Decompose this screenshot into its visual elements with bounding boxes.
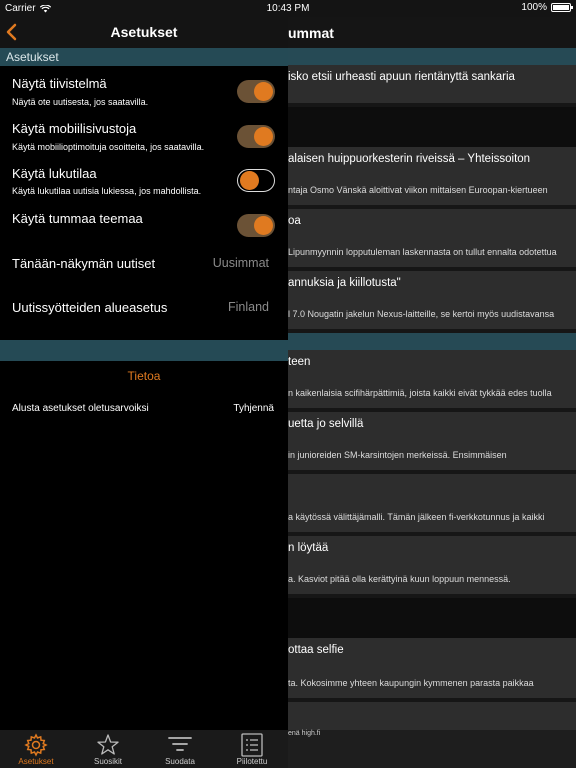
region-label: Uutissyötteiden alueasetus <box>12 300 168 315</box>
news-headline: alaisen huippuorkesterin riveissä – Yhteissoiton <box>288 153 531 165</box>
setting-row-dark-theme <box>0 205 288 245</box>
news-article[interactable] <box>288 474 576 532</box>
section-header-label: Asetukset <box>6 50 59 64</box>
tab-label: Piilotettu <box>236 757 268 766</box>
news-headline: annuksia ja kiillotusta" <box>288 277 401 289</box>
setting-label: Käytä tummaa teemaa <box>12 211 143 226</box>
news-snippet: ntaja Osmo Vänskä aloittivat viikon mittaisen Euroopan-kiertueen <box>288 185 548 195</box>
news-spacer <box>288 107 576 147</box>
info-section-title: Tietoa <box>127 369 161 383</box>
status-time: 10:43 PM <box>266 3 310 14</box>
news-headline: uetta jo selvillä <box>288 418 364 430</box>
tab-label: Suosikit <box>93 757 122 766</box>
nav-bar <box>0 17 288 48</box>
news-article[interactable] <box>288 350 576 408</box>
setting-row-summary <box>0 70 288 114</box>
setting-description: Käytä lukutilaa uutisia lukiessa, jos mahdollista. <box>12 186 202 196</box>
region-row[interactable] <box>0 292 288 328</box>
news-snippet: l 7.0 Nougatin jakelun Nexus-laitteille, se kertoi myös uudistavansa <box>288 309 555 319</box>
news-snippet: n kaikenlaisia scifihärpättimiä, joista kaikki eivät tykkää edes tuolla <box>288 388 552 398</box>
news-snippet: Lipunmyynnin lopputuleman laskennasta on tullut ennalta odotettua <box>288 247 557 257</box>
news-category-header <box>288 333 576 350</box>
battery-percent: 100% <box>521 2 547 13</box>
setting-label: Käytä lukutilaa <box>12 166 97 181</box>
reader-mode-toggle[interactable] <box>237 169 275 192</box>
setting-label: Näytä tiivistelmä <box>12 76 107 91</box>
tab-label: Suodata <box>165 757 195 766</box>
tab-bar <box>0 730 288 768</box>
mobile-sites-toggle[interactable] <box>237 125 275 148</box>
news-snippet: a. Kasviot pitää olla kerättyinä kuun loppuun mennessä. <box>288 574 511 584</box>
today-news-row[interactable] <box>0 247 288 283</box>
news-headline: ottaa selfie <box>288 644 344 656</box>
dark-theme-toggle[interactable] <box>237 214 275 237</box>
section-header <box>0 48 288 66</box>
star-icon <box>96 733 120 757</box>
today-news-value: Uusimmat <box>212 256 269 270</box>
news-snippet: a käytössä välittäjämalli. Tämän jälkeen fi-verkkotunnus ja kaikki <box>288 512 545 522</box>
section-divider <box>0 340 288 361</box>
carrier-label: Carrier <box>5 3 36 14</box>
filter-icon <box>168 733 192 757</box>
region-value: Finland <box>228 300 269 314</box>
news-list <box>288 48 576 764</box>
news-header <box>288 17 576 47</box>
news-header-title: ummat <box>288 25 334 41</box>
news-article[interactable] <box>288 412 576 470</box>
reset-label: Alusta asetukset oletusarvoiksi <box>12 403 149 414</box>
news-snippet: in junioreiden SM-karsintojen merkeissä. Ensimmäisen <box>288 450 507 460</box>
tab-hidden[interactable] <box>216 730 288 768</box>
tab-label: Asetukset <box>18 757 54 766</box>
news-headline: n löytää <box>288 542 329 554</box>
news-headline: isko etsii urheasti apuun rientänyttä sankaria <box>288 71 515 83</box>
news-article[interactable] <box>288 147 576 205</box>
news-footer <box>288 730 576 768</box>
setting-label: Käytä mobiilisivustoja <box>12 121 137 136</box>
news-snippet: ta. Kokosimme yhteen kaupungin kymmenen parasta paikkaa <box>288 678 534 688</box>
news-spacer <box>288 598 576 638</box>
page-title: Asetukset <box>110 24 178 40</box>
tab-filter[interactable] <box>144 730 216 768</box>
news-article[interactable] <box>288 209 576 267</box>
news-article[interactable] <box>288 638 576 698</box>
status-bar <box>0 0 576 17</box>
news-article[interactable] <box>288 271 576 329</box>
status-right <box>521 2 571 13</box>
tab-settings[interactable] <box>0 730 72 768</box>
setting-description: Näytä ote uutisesta, jos saatavilla. <box>12 97 149 107</box>
news-headline: teen <box>288 356 311 368</box>
summary-toggle[interactable] <box>237 80 275 103</box>
setting-row-mobile-sites <box>0 115 288 159</box>
news-article[interactable] <box>288 536 576 594</box>
reset-button[interactable]: Tyhjennä <box>233 403 274 414</box>
gear-icon <box>24 733 48 757</box>
list-icon <box>240 733 264 757</box>
news-pane <box>288 0 576 768</box>
tab-favorites[interactable] <box>72 730 144 768</box>
news-category-header <box>288 48 576 65</box>
news-footer-source: enä high.fi <box>288 730 321 737</box>
setting-row-reader-mode <box>0 160 288 204</box>
news-article[interactable] <box>288 65 576 103</box>
setting-description: Käytä mobiilioptimoituja osoitteita, jos saatavilla. <box>12 142 205 152</box>
news-headline: oa <box>288 215 301 227</box>
battery-icon <box>551 3 571 12</box>
today-news-label: Tänään-näkymän uutiset <box>12 256 156 271</box>
